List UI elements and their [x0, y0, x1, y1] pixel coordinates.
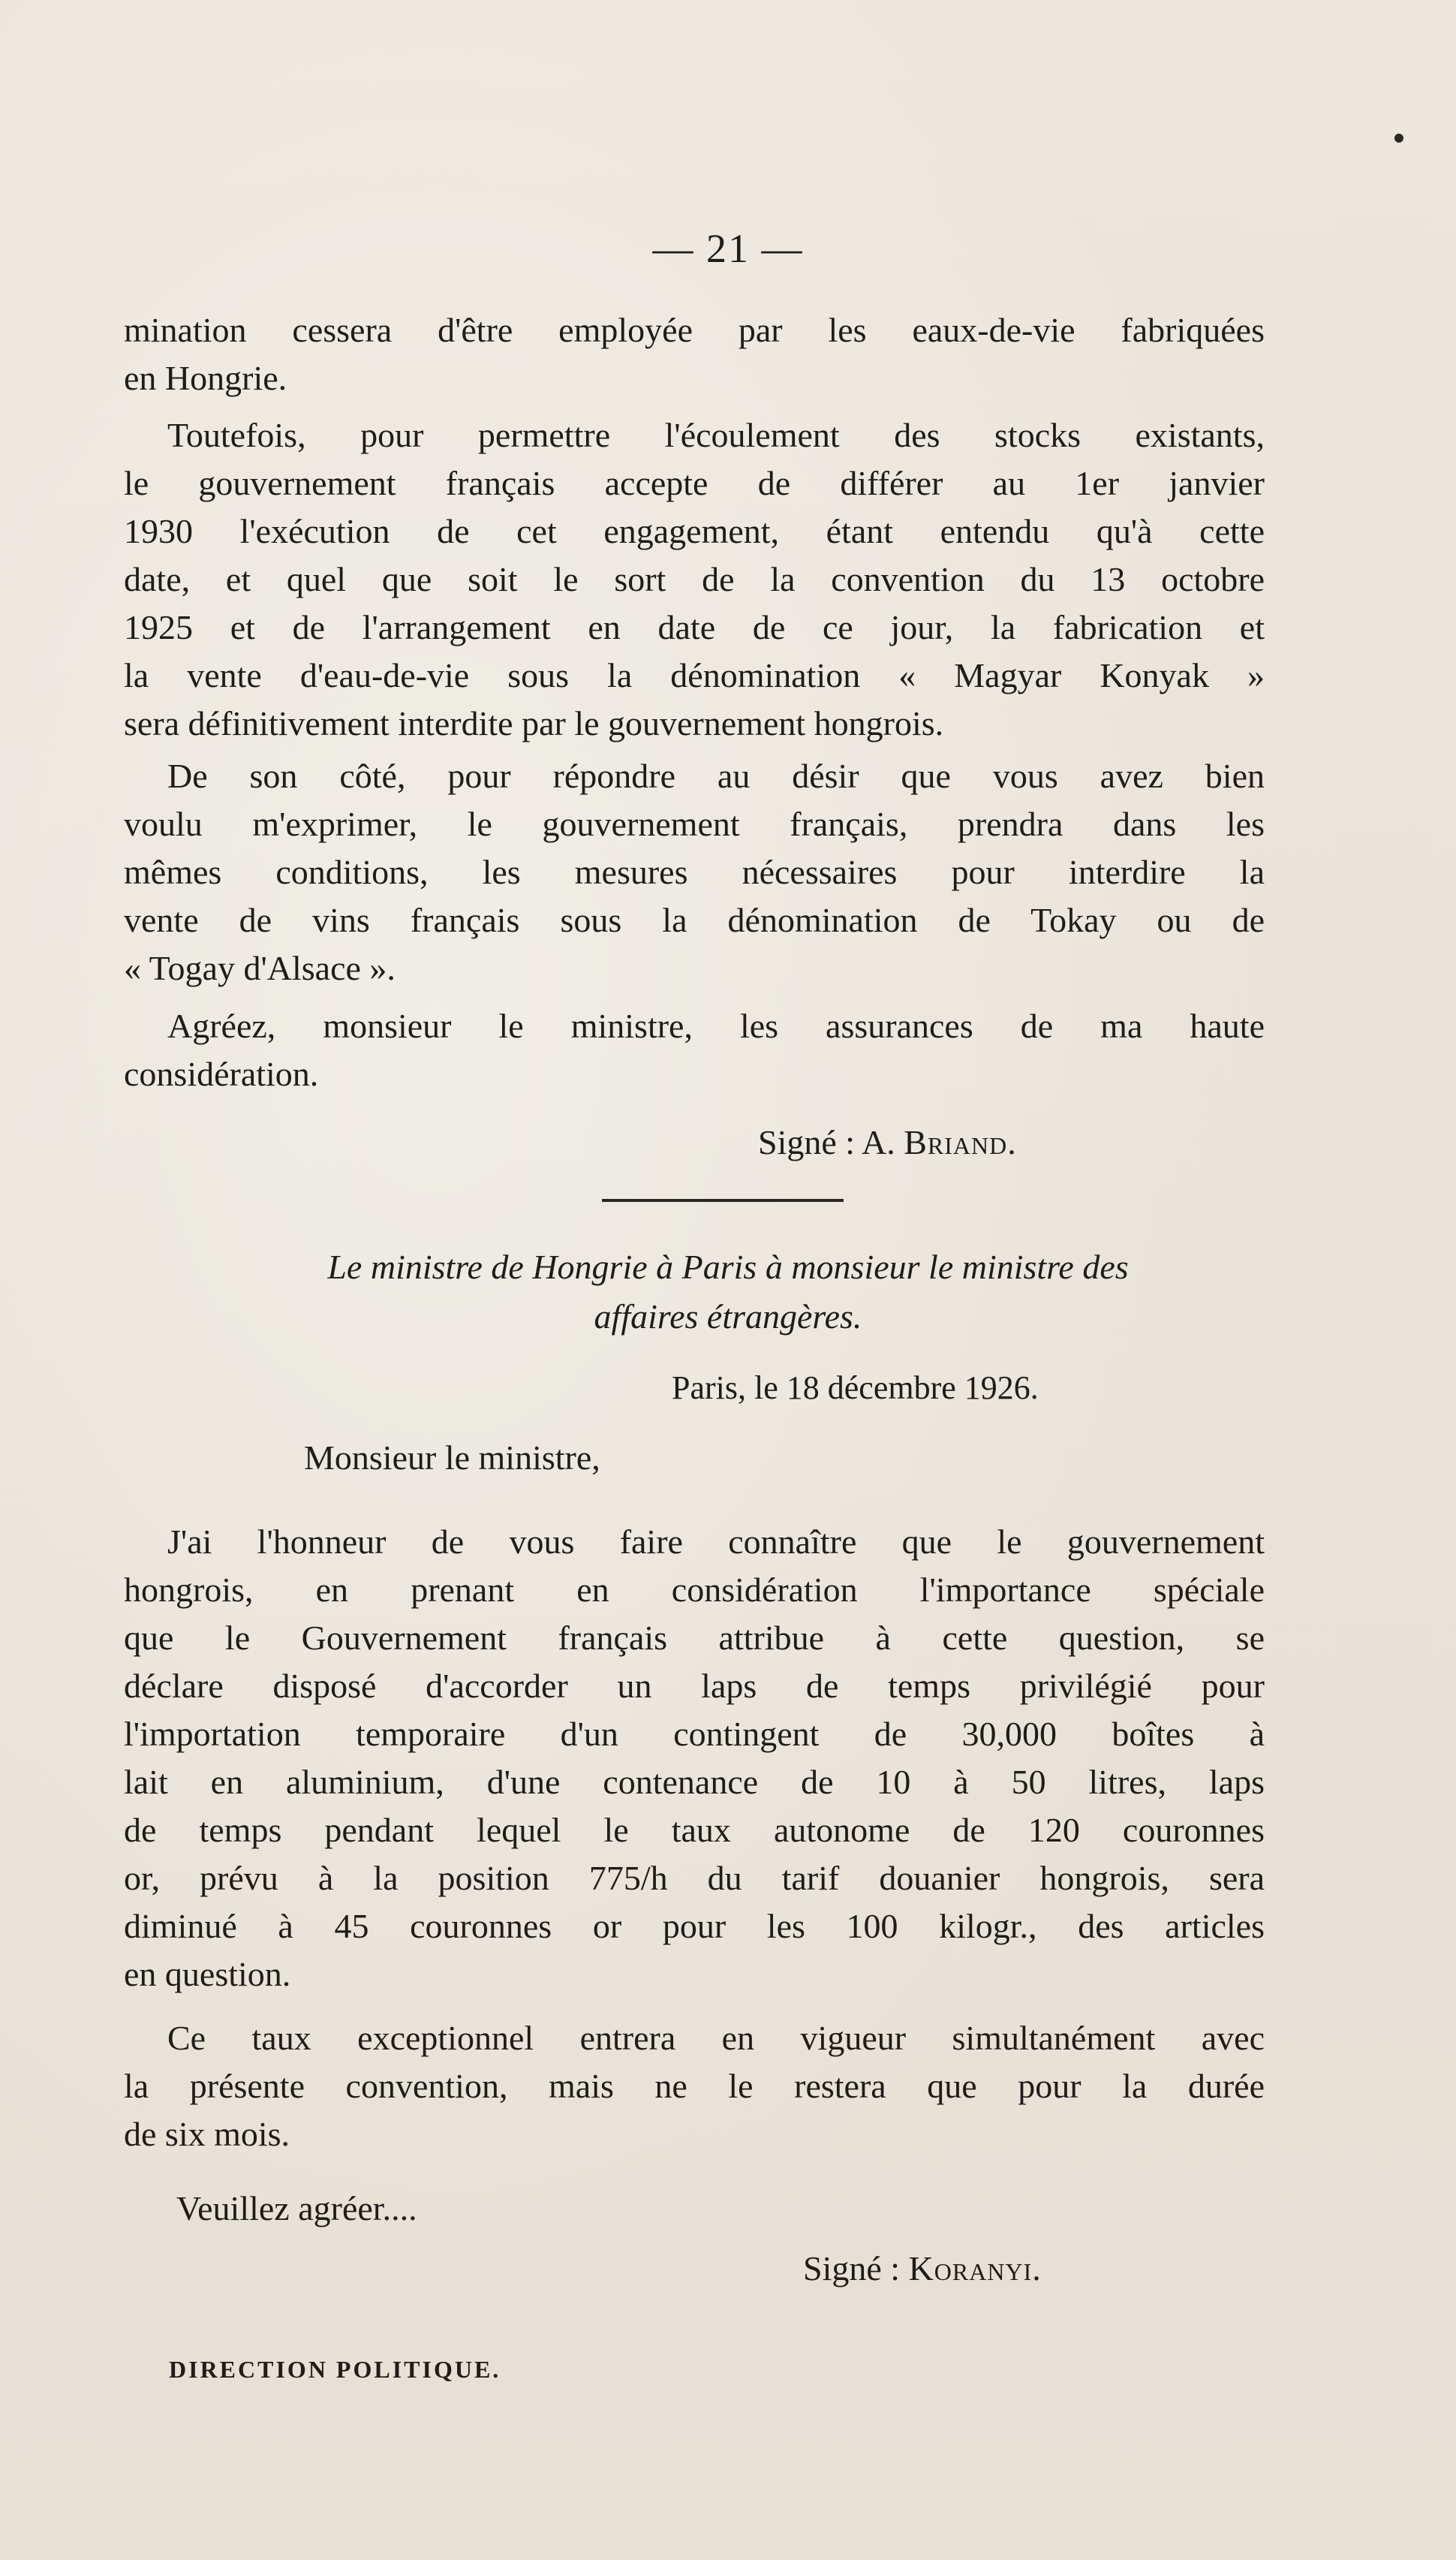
text-line: « Togay d'Alsace ». [124, 949, 396, 987]
signature-name: Koranyi. [908, 2249, 1042, 2287]
text-line: Agréez, monsieur le ministre, les assurances de ma haute [167, 1007, 1265, 1045]
text-line: que le Gouvernement français attribue à cette question, se [124, 1619, 1265, 1657]
heading-line: Le ministre de Hongrie à Paris à monsieur le ministre des [327, 1248, 1129, 1286]
signature-name: Briand. [904, 1123, 1017, 1161]
letter-heading [120, 1242, 1336, 1342]
closing: Veuillez agréer.... [176, 2189, 417, 2227]
separator-rule [602, 1199, 844, 1202]
paragraph-taux [124, 2014, 1265, 2158]
text-line: De son côté, pour répondre au désir que vous avez bien [167, 757, 1265, 795]
signature-briand [758, 1122, 1017, 1162]
text-line: hongrois, en prenant en considération l'importance spéciale [124, 1571, 1265, 1609]
ink-speck [1394, 134, 1403, 143]
text-line: date, et quel que soit le sort de la convention du 13 octobre [124, 560, 1265, 598]
text-line: vente de vins français sous la dénomination de Tokay ou de [124, 901, 1265, 939]
paragraph-toutefois [124, 411, 1265, 748]
signature-prefix: Signé : [803, 2249, 909, 2287]
text-line: l'importation temporaire d'un contingent de 30,000 boîtes à [124, 1715, 1265, 1753]
text-line: de six mois. [124, 2115, 290, 2153]
text-line: sera définitivement interdite par le gouvernement hongrois. [124, 704, 944, 742]
salutation: Monsieur le ministre, [304, 1438, 600, 1477]
text-line: lait en aluminium, d'une contenance de 10 à 50 litres, laps [124, 1763, 1265, 1801]
text-line: le gouvernement français accepte de différer au 1er janvier [124, 464, 1265, 502]
dateline: Paris, le 18 décembre 1926. [672, 1369, 1039, 1406]
text-line: considération. [124, 1055, 319, 1093]
text-line: mination cessera d'être employée par les eaux-de-vie fabriquées [124, 311, 1265, 349]
paragraph-honneur [124, 1518, 1265, 1998]
text-line: mêmes conditions, les mesures nécessaires pour interdire la [124, 853, 1265, 891]
text-line: la présente convention, mais ne le restera que pour la durée [124, 2067, 1265, 2105]
heading-line: affaires étrangères. [594, 1297, 862, 1336]
text-line: voulu m'exprimer, le gouvernement français, prendra dans les [124, 805, 1265, 843]
text-line: Toutefois, pour permettre l'écoulement des stocks existants, [167, 416, 1265, 454]
text-line: en question. [124, 1955, 291, 1993]
text-line: J'ai l'honneur de vous faire connaître que le gouvernement [167, 1522, 1265, 1561]
text-line: or, prévu à la position 775/h du tarif douanier hongrois, sera [124, 1859, 1265, 1897]
paragraph-agreez [124, 1002, 1265, 1098]
text-line: en Hongrie. [124, 359, 287, 397]
text-line: 1925 et de l'arrangement en date de ce jour, la fabrication et [124, 608, 1265, 646]
text-line: 1930 l'exécution de cet engagement, étant entendu qu'à cette [124, 512, 1265, 550]
signature-prefix: Signé : A. [758, 1123, 904, 1161]
text-line: Ce taux exceptionnel entrera en vigueur simultanément avec [167, 2019, 1265, 2057]
paragraph-continuation [124, 306, 1265, 402]
text-line: de temps pendant lequel le taux autonome de 120 couronnes [124, 1811, 1265, 1849]
footer-direction: DIRECTION POLITIQUE. [169, 2356, 501, 2383]
page-number: — 21 — [652, 226, 804, 271]
text-line: la vente d'eau-de-vie sous la dénomination « Magyar Konyak » [124, 656, 1265, 694]
signature-koranyi [803, 2248, 1042, 2288]
paragraph-de-son-cote [124, 752, 1265, 992]
text-line: diminué à 45 couronnes or pour les 100 kilogr., des articles [124, 1907, 1265, 1945]
text-line: déclare disposé d'accorder un laps de temps privilégié pour [124, 1667, 1265, 1705]
